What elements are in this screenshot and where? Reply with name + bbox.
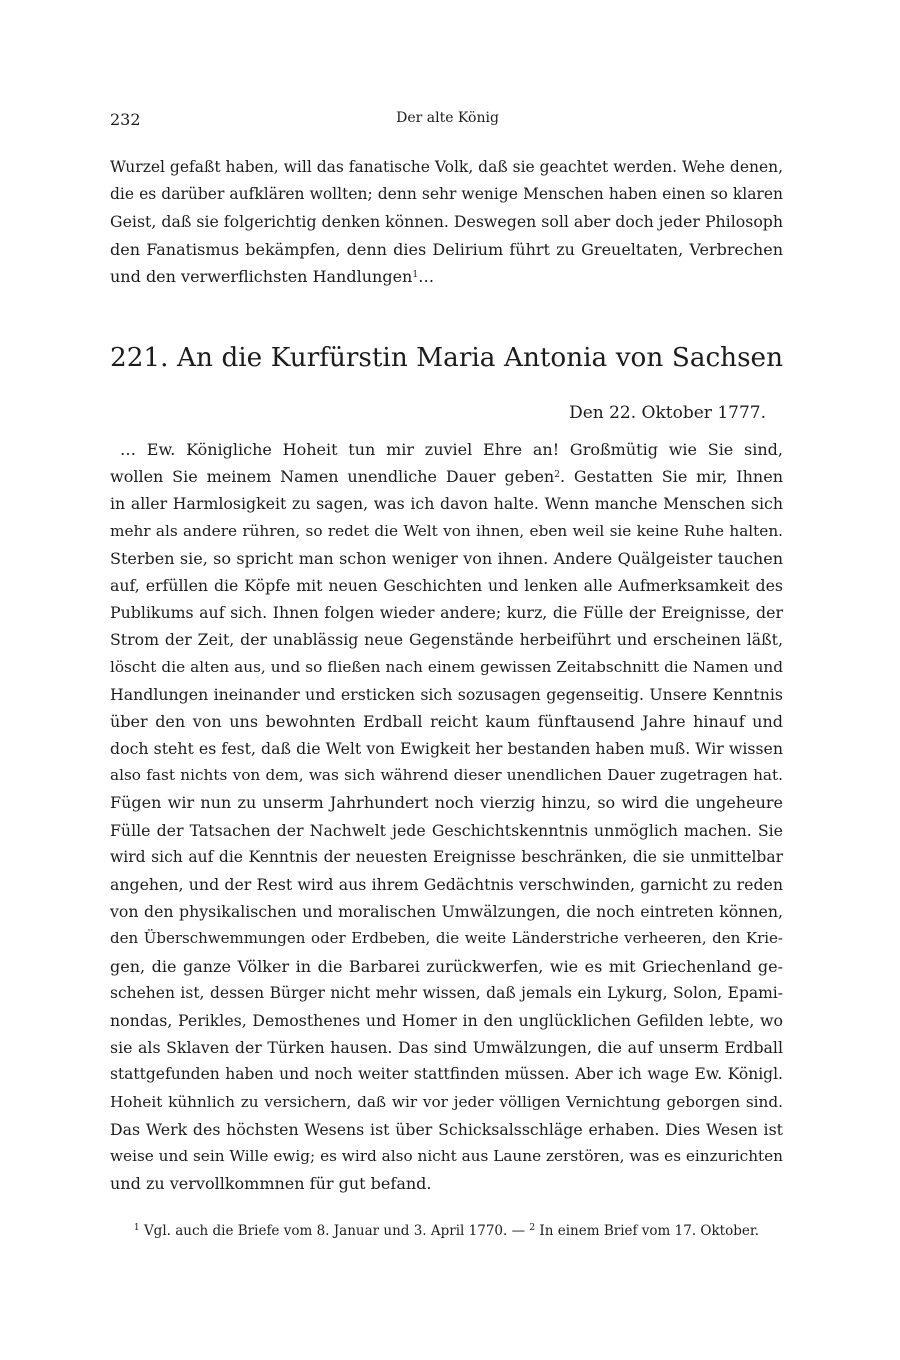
text-line: gen, die ganze Völker in die Barbarei zurückwerfen, wie es mit Griechenland ge- [110,956,783,976]
text-fragment: und den verwerflichsten Handlungen [110,266,413,286]
text-line: den Überschwemmungen oder Erdbeben, die weite Länderstriche verheeren, den Krie- [110,929,783,948]
text-line: stattgefunden haben und noch weiter stattfinden müssen. Aber ich wage Ew. Königl. [110,1065,783,1084]
footnote-marker: 1 [133,1223,140,1233]
letter-date: Den 22. Oktober 1777. [569,403,766,423]
footnotes [110,1220,783,1242]
letter-body [110,436,783,1197]
footnote-text: Vgl. auch die Briefe vom 8. Januar und 3. April 1770. — [143,1223,526,1239]
text-line: weise und sein Wille ewig; es wird also nicht aus Laune zerstören, was es einzurichten [110,1146,783,1165]
footnote-marker: 2 [529,1223,536,1233]
text-line: nondas, Perikles, Demosthenes und Homer in den unglücklichen Gefilden lebte, wo [110,1010,783,1030]
text-line: Hoheit kühnlich zu versichern, daß wir vor jeder völligen Vernichtung geborgen sind. [110,1092,783,1111]
text-line: schehen ist, dessen Bürger nicht mehr wissen, daß jemals ein Lykurg, Solon, Epami- [110,983,783,1002]
text-line: Strom der Zeit, der unablässig neue Gegenstände herbeiführt und erscheinen läßt, [110,630,783,650]
text-line: die es darüber aufklären wollten; denn sehr wenige Menschen haben einen so klaren [110,185,783,204]
text-fragment: . Gestatten Sie mir, Ihnen [559,467,783,487]
text-line: Fülle der Tatsachen der Nachwelt jede Geschichtskenntnis unmöglich machen. Sie [110,820,783,840]
text-line: angehen, und der Rest wird aus ihrem Gedächtnis verschwinden, garnicht zu reden [110,875,783,894]
text-line: über den von uns bewohnten Erdball reicht kaum fünftausend Jahre hinauf und [110,711,783,731]
text-line: Handlungen ineinander und ersticken sich sozusagen gegenseitig. Unsere Kenntnis [110,684,783,704]
text-line: Geist, daß sie folgerichtig denken können. Deswegen soll aber doch jeder Philosoph [110,212,783,232]
footnote-reference: 1 [412,269,419,280]
text-line [110,463,783,490]
ellipsis: … [418,266,435,286]
footnote-reference: 2 [554,470,560,481]
text-line: doch steht es fest, daß die Welt von Ewigkeit her bestanden haben muß. Wir wissen [110,739,783,759]
text-line: Das Werk des höchsten Wesens ist über Schicksalsschläge erhaben. Dies Wesen ist [110,1119,783,1139]
text-line: in aller Harmlosigkeit zu sagen, was ich davon halte. Wenn manche Menschen sich [110,494,783,514]
continuation-paragraph [110,154,783,290]
letter-title: 221. An die Kurfürstin Maria Antonia von Sachsen [110,343,783,373]
text-line: und zu vervollkommnen für gut befand. [110,1174,432,1194]
text-fragment: wollen Sie meinem Namen unendliche Dauer geben [110,467,555,487]
text-line: Publikums auf sich. Ihnen folgen wieder andere; kurz, die Fülle der Ereignisse, der [110,603,783,623]
text-line: Fügen wir nun zu unserm Jahrhundert noch vierzig hinzu, so wird die ungeheure [110,793,783,813]
running-head: Der alte König [396,110,499,126]
text-line: sie als Sklaven der Türken hausen. Das sind Umwälzungen, die auf unserm Erdball [110,1038,783,1058]
text-line: von den physikalischen und moralischen Umwälzungen, die noch eintreten können, [110,902,783,922]
text-line [110,263,783,290]
text-line: Sterben sie, so spricht man schon weniger von ihnen. Andere Quälgeister tauchen [110,548,783,568]
page-header [110,110,785,132]
text-line: mehr als andere rühren, so redet die Welt von ihnen, eben weil sie keine Ruhe halten. [110,521,783,540]
page-number: 232 [110,110,141,129]
footnote-text: In einem Brief vom 17. Oktober. [539,1223,760,1239]
text-line: den Fanatismus bekämpfen, denn dies Delirium führt zu Greueltaten, Verbrechen [110,239,783,259]
text-line: Wurzel gefaßt haben, will das fanatische Volk, daß sie geachtet werden. Wehe denen, [110,158,783,176]
text-line: auf, erfüllen die Köpfe mit neuen Geschichten und lenken alle Aufmerksamkeit des [110,575,783,595]
text-line: wird sich auf die Kenntnis der neuesten Ereignisse beschränken, die sie unmittelbar [110,847,783,866]
text-line: also fast nichts von dem, was sich während dieser unendlichen Dauer zugetragen hat. [110,766,783,785]
text-line: löscht die alten aus, und so fließen nach einem gewissen Zeitabschnitt die Namen und [110,657,783,676]
text-line: … Ew. Königliche Hoheit tun mir zuviel Ehre an! Großmütig wie Sie sind, [120,440,783,459]
